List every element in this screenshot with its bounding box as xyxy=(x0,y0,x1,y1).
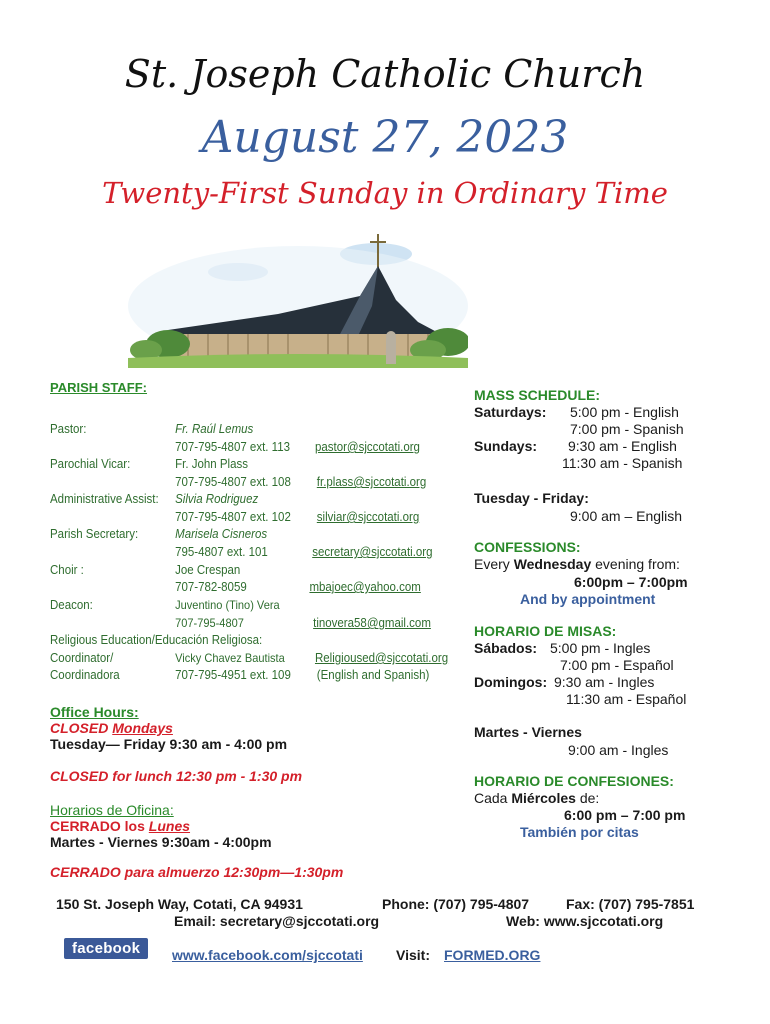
horario-confesiones-heading: HORARIO DE CONFESIONES: xyxy=(474,773,674,789)
admin-label: Administrative Assist: xyxy=(50,492,159,506)
office-lunch-closed: CLOSED for lunch 12:30 pm - 1:30 pm xyxy=(50,768,303,784)
admin-name: Silvia Rodriguez xyxy=(175,492,259,506)
admin-email-link[interactable]: silviar@sjccotati.org xyxy=(316,510,420,524)
facebook-badge[interactable]: facebook xyxy=(64,938,148,959)
church-illustration xyxy=(128,226,468,376)
saturday-mass-1: 5:00 pm - English xyxy=(570,404,679,420)
office-hours-section xyxy=(50,704,470,880)
deacon-phone: 707-795-4807 xyxy=(175,616,244,630)
coordinator-label: Coordinator/ xyxy=(50,651,114,665)
church-name: St. Joseph Catholic Church xyxy=(124,52,646,96)
sabados-label: Sábados: xyxy=(474,640,538,656)
saturday-mass-2: 7:00 pm - Spanish xyxy=(570,421,684,437)
admin-phone: 707-795-4807 ext. 102 xyxy=(175,510,291,524)
confesiones-cada: Cada xyxy=(474,790,512,806)
deacon-label: Deacon: xyxy=(50,598,93,612)
pastor-label: Pastor: xyxy=(50,422,87,436)
coordinator-phone: 707-795-4951 ext. 109 xyxy=(175,668,291,682)
confesiones-time: 6:00 pm – 7:00 pm xyxy=(564,807,686,823)
domingos-label: Domingos: xyxy=(474,674,548,690)
domingo-misa-1: 9:30 am - Ingles xyxy=(554,674,655,690)
footer-address: 150 St. Joseph Way, Cotati, CA 94931 xyxy=(56,896,303,912)
footer-web: Web: www.sjccotati.org xyxy=(506,913,664,929)
sunday-mass-2: 11:30 am - Spanish xyxy=(562,455,683,471)
office-hours-heading: Office Hours: xyxy=(50,704,139,720)
secretary-label: Parish Secretary: xyxy=(50,527,139,541)
confessions-when xyxy=(474,556,680,572)
confessions-every: Every xyxy=(474,556,514,572)
footer-phone: Phone: (707) 795-4807 xyxy=(382,896,530,912)
coordinator-name: Vicky Chavez Bautista xyxy=(175,651,285,665)
sunday-mass-1: 9:30 am - English xyxy=(568,438,677,454)
choir-label: Choir : xyxy=(50,563,84,577)
choir-phone: 707-782-8059 xyxy=(175,580,247,594)
sabado-misa-2: 7:00 pm - Español xyxy=(560,657,674,673)
deacon-email-link[interactable]: tinovera58@gmail.com xyxy=(313,616,431,630)
office-closed-prefix-es: CERRADO los xyxy=(50,818,149,834)
weekday-mass-time: 9:00 am – English xyxy=(570,508,683,524)
coordinator-languages: (English and Spanish) xyxy=(316,668,430,682)
weekday-mass-label: Tuesday - Friday: xyxy=(474,490,589,506)
office-hours-time-es: Martes - Viernes 9:30am - 4:00pm xyxy=(50,834,272,850)
footer-fax: Fax: (707) 795-7851 xyxy=(566,896,695,912)
office-closed-day: Mondays xyxy=(112,720,173,736)
horario-misas-heading: HORARIO DE MISAS: xyxy=(474,623,617,639)
office-lunch-closed-es: CERRADO para almuerzo 12:30pm—1:30pm xyxy=(50,864,344,880)
vicar-phone: 707-795-4807 ext. 108 xyxy=(175,475,291,489)
liturgical-occasion: Twenty-First Sunday in Ordinary Time xyxy=(102,176,668,210)
secretary-email-link[interactable]: secretary@sjccotati.org xyxy=(312,545,433,559)
secretary-phone: 795-4807 ext. 101 xyxy=(175,545,268,559)
pastor-email-link[interactable]: pastor@sjccotati.org xyxy=(314,440,420,454)
visit-label: Visit: xyxy=(396,947,430,963)
footer-email: Email: secretary@sjccotati.org xyxy=(174,913,380,929)
office-hours-time: Tuesday— Friday 9:30 am - 4:00 pm xyxy=(50,736,288,752)
pastor-name: Fr. Raúl Lemus xyxy=(175,422,254,436)
office-hours-heading-es: Horarios de Oficina: xyxy=(50,802,174,818)
sabado-misa-1: 5:00 pm - Ingles xyxy=(550,640,651,656)
confesiones-rest: de: xyxy=(575,790,600,806)
vicar-name: Fr. John Plass xyxy=(175,457,248,471)
confessions-heading: CONFESSIONS: xyxy=(474,539,581,555)
coordinadora-label: Coordinadora xyxy=(50,668,120,682)
vicar-label: Parochial Vicar: xyxy=(50,457,131,471)
choir-name: Joe Crespan xyxy=(175,563,241,577)
coordinator-email-link[interactable]: Religioused@sjccotati.org xyxy=(314,651,449,665)
office-closed-prefix: CLOSED xyxy=(50,720,113,736)
bulletin-date: August 27, 2023 xyxy=(201,112,569,163)
mass-schedule-heading: MASS SCHEDULE: xyxy=(474,387,601,403)
confesiones-citas: También por citas xyxy=(520,824,639,840)
confesiones-dia: Miércoles xyxy=(511,790,576,806)
confessions-appointment: And by appointment xyxy=(520,591,656,607)
parish-staff-heading: PARISH STAFF: xyxy=(50,380,148,395)
choir-email-link[interactable]: mbajoec@yahoo.com xyxy=(309,580,421,594)
confessions-day: Wednesday xyxy=(513,556,592,572)
pastor-phone: 707-795-4807 ext. 113 xyxy=(175,440,291,454)
confessions-rest: evening from: xyxy=(591,556,680,572)
office-closed-line-es xyxy=(50,818,470,834)
office-closed-day-es: Lunes xyxy=(148,818,191,834)
staff-directory xyxy=(50,420,455,690)
martes-viernes-time: 9:00 am - Ingles xyxy=(568,742,669,758)
confessions-time: 6:00pm – 7:00pm xyxy=(574,574,688,590)
domingo-misa-2: 11:30 am - Español xyxy=(566,691,687,707)
formed-link[interactable]: FORMED.ORG xyxy=(444,947,541,963)
office-closed-line xyxy=(50,720,470,736)
deacon-name: Juventino (Tino) Vera xyxy=(175,598,280,612)
confesiones-cuando xyxy=(474,790,599,806)
mass-schedule-section xyxy=(474,387,764,847)
facebook-link[interactable]: www.facebook.com/sjccotati xyxy=(172,947,363,963)
martes-viernes-label: Martes - Viernes xyxy=(474,724,582,740)
vicar-email-link[interactable]: fr.plass@sjccotati.org xyxy=(316,475,427,489)
saturdays-label: Saturdays: xyxy=(474,404,547,420)
religious-ed-heading: Religious Education/Educación Religiosa: xyxy=(50,633,263,647)
secretary-name: Marisela Cisneros xyxy=(175,527,268,541)
sundays-label: Sundays: xyxy=(474,438,538,454)
